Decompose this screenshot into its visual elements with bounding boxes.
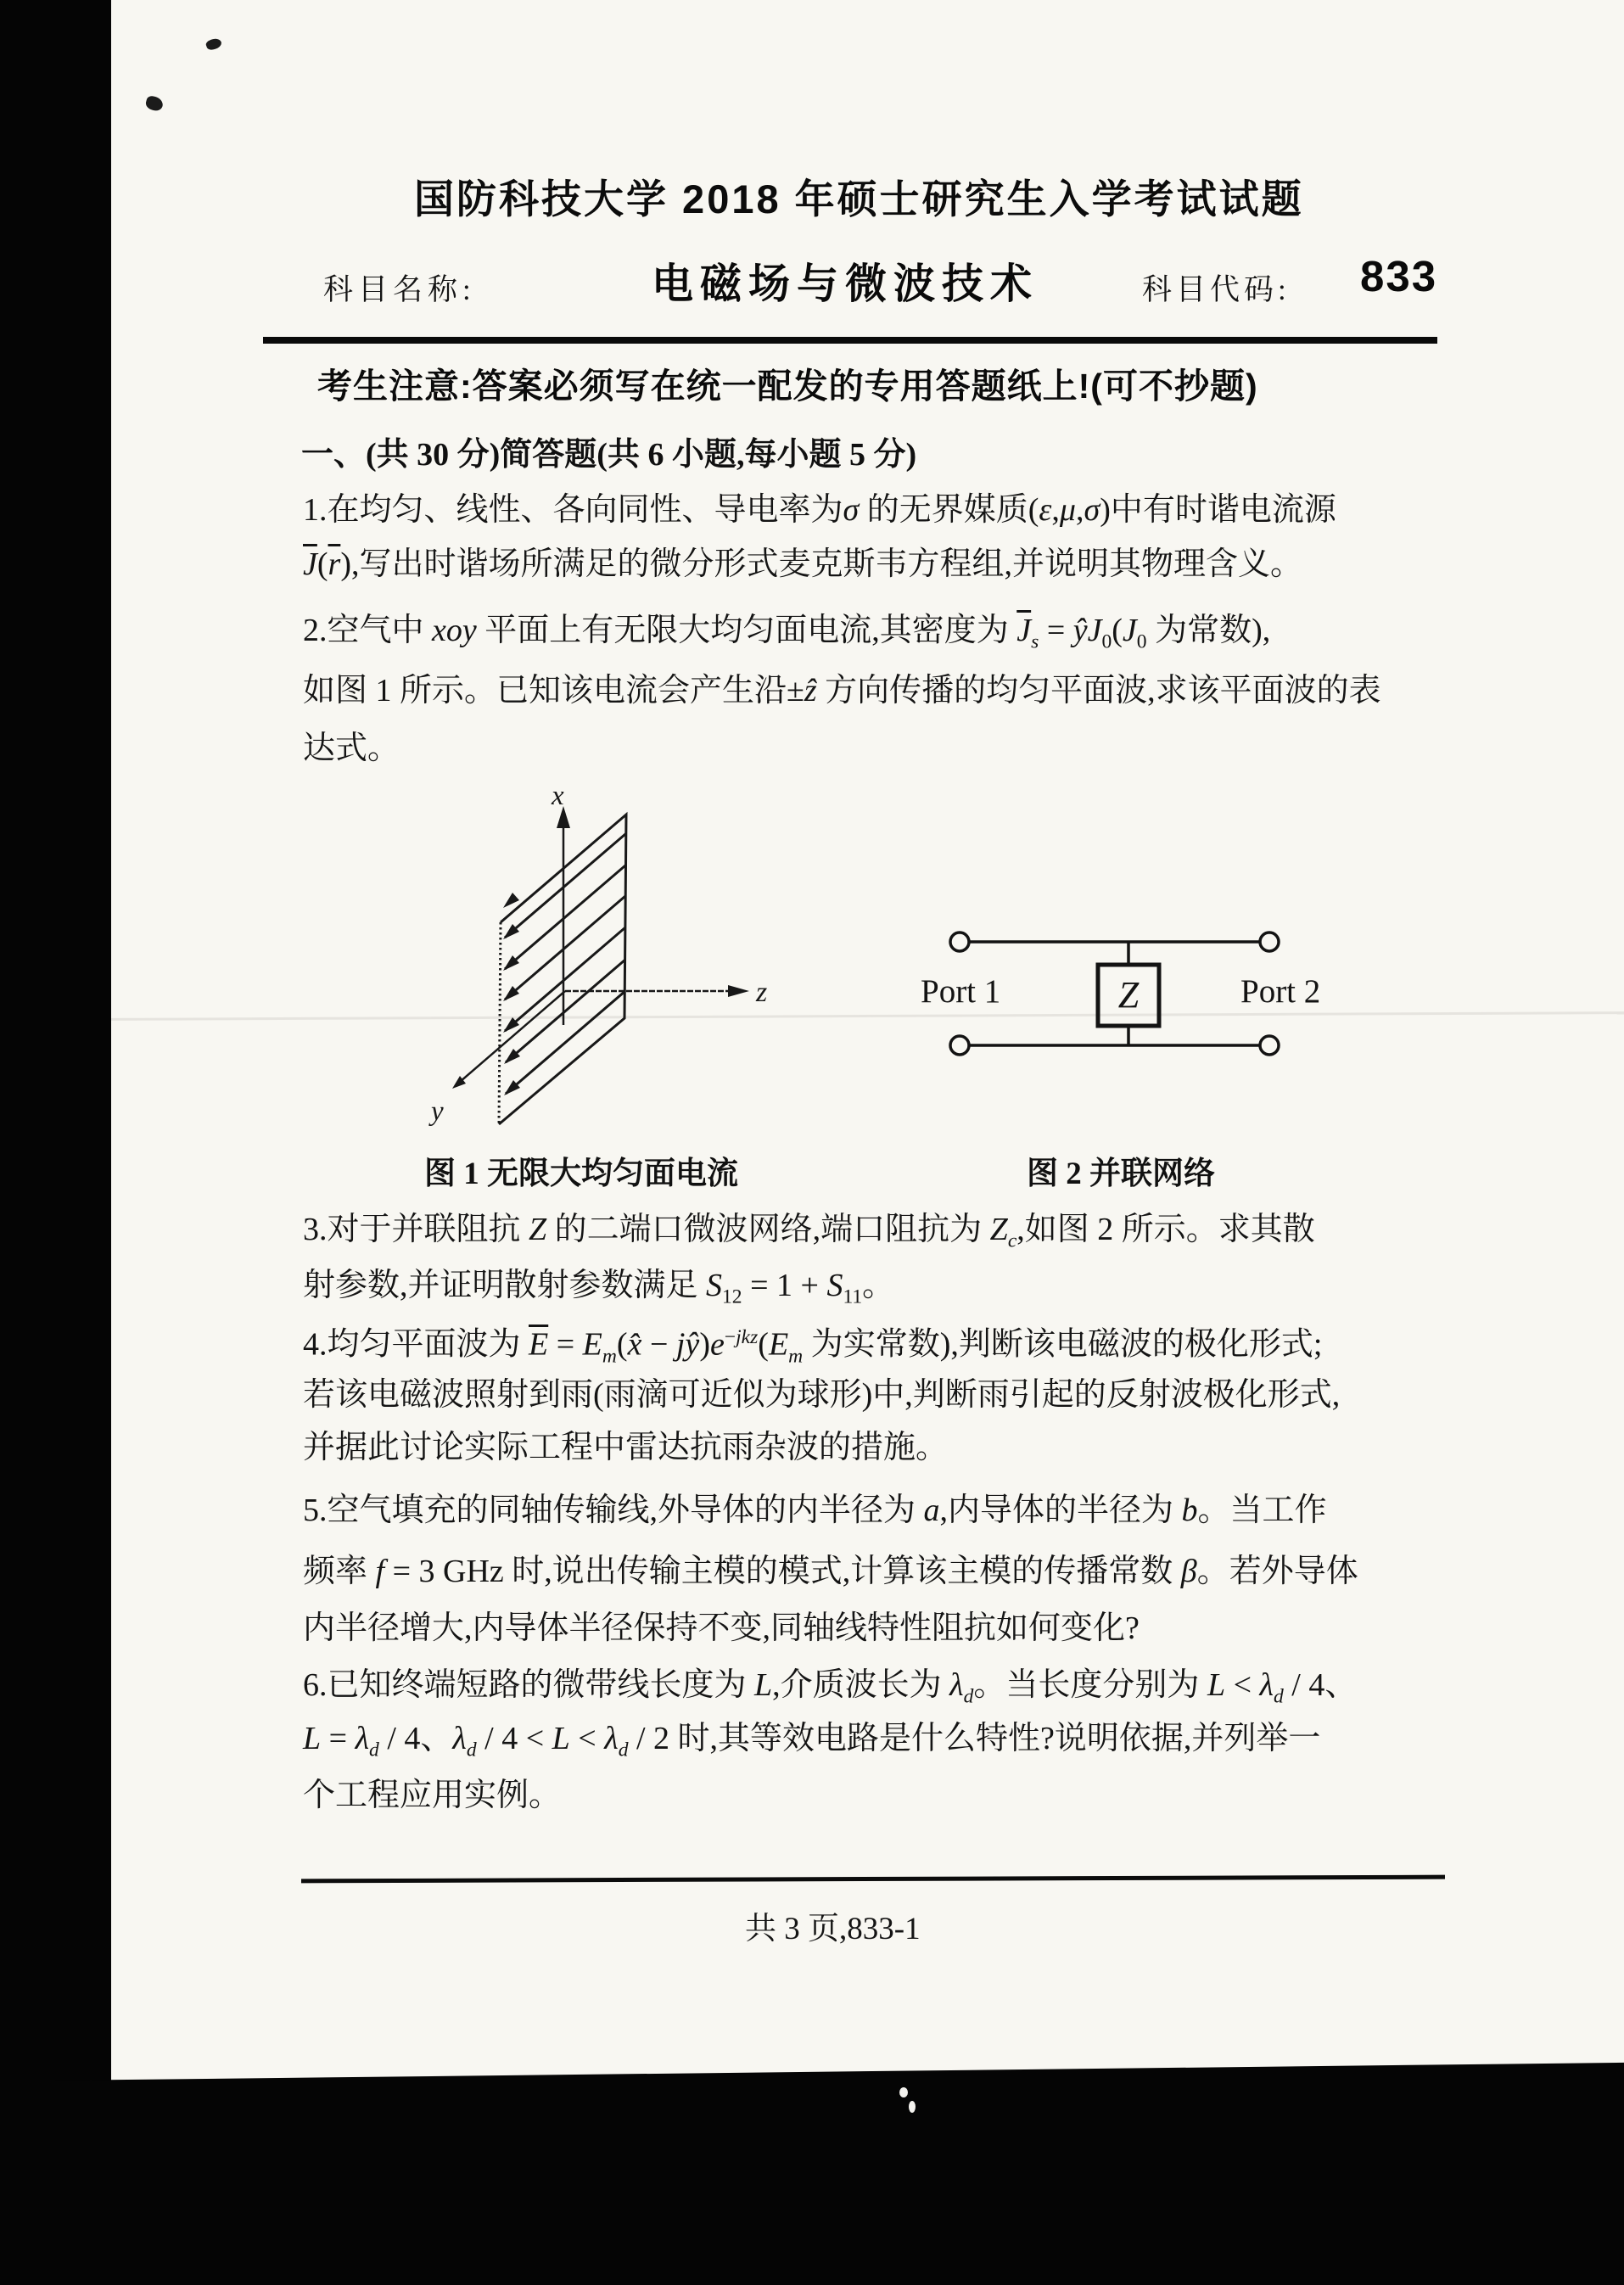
question4-line2: 若该电磁波照射到雨(雨滴可近似为球形)中,判断雨引起的反射波极化形式, [303,1377,1341,1413]
code-label: 科目代码: [1142,273,1291,306]
question3-line1: 3.对于并联阻抗 Z 的二端口微波网络,端口阻抗为 $Z_c$,如图 2 所示。求其散 [303,1212,1315,1252]
transmission-wires [970,942,1259,1045]
exam-notice: 考生注意:答案必须写在统一配发的专用答题纸上!(可不抄题) [317,367,1258,406]
white-speck-2 [909,2101,916,2113]
white-speck-1 [899,2087,908,2097]
question2-line1: 2.空气中 xoy 平面上有无限大均匀面电流,其密度为 $\overline{J}_s$ = $ŷJ_0(J_0$ 为常数), [303,613,1271,653]
question5-line1: 5.空气填充的同轴传输线,外导体的内半径为 a,内导体的半径为 b。当工作 [303,1493,1327,1528]
subject-label: 科目名称: [323,273,476,306]
question4-line3: 并据此讨论实际工程中雷达抗雨杂波的措施。 [303,1430,949,1465]
ink-speck-2 [144,95,164,113]
question4-line1: 4.均匀平面波为 $\overline{E}$ = $E_m(x̂$ − $jŷ)e^{-jkz}(E_m$ 为实常数),判断该电磁波的极化形式; [303,1326,1323,1368]
question6-line1: 6.已知终端短路的微带线长度为 L,介质波长为 $\lambda_d$。当长度分别为 $L < \lambda_d / 4$、 [303,1667,1358,1708]
footer-divider [301,1875,1445,1884]
question1-line2: $\overline{J}(\overline{r})$,写出时谐场所满足的微分形式麦克斯韦方程组,并说明其物理含义。 [303,546,1302,582]
z-axis-label: z [756,977,768,1008]
question2-line2: 如图 1 所示。已知该电流会产生沿±ẑ 方向传播的均匀平面波,求该平面波的表 [303,673,1381,708]
impedance-label: Z [1117,974,1140,1016]
section-heading: 一、(共 30 分)简答题(共 6 小题,每小题 5 分) [301,437,917,473]
port2-label: Port 2 [1240,973,1321,1010]
page-title: 国防科技大学 2018 年硕士研究生入学考试试题 [414,176,1304,221]
left-black-bar [0,0,111,2285]
current-flow-lines [505,782,650,1094]
bottom-black-bar [0,2053,1624,2285]
question5-line2: 频率 f = 3 GHz 时,说出传输主模的模式,计算该主模的传播常数 β。若外导体 [303,1554,1358,1589]
question6-line3: 个工程应用实例。 [303,1778,562,1813]
current-flow-arrowheads [503,893,520,1095]
question3-line2: 射参数,并证明散射参数满足 $S_{12} = 1 + S_{11}$。 [303,1268,895,1308]
x-axis-label: x [552,781,564,811]
question5-line3: 内半径增大,内导体半径保持不变,同轴线特性阻抗如何变化? [303,1610,1140,1646]
ink-speck-1 [204,36,222,51]
code-value: 833 [1360,252,1438,300]
figure1-diagram [382,781,933,1137]
question2-line3: 达式。 [303,731,400,766]
figure1-caption: 图 1 无限大均匀面电流 [424,1157,738,1191]
question1-line1: 1.在均匀、线性、各向同性、导电率为σ 的无界媒质(ε,μ,σ)中有时谐电流源 [303,492,1336,528]
subject-name: 电磁场与微波技术 [652,261,1039,307]
y-axis-label: y [431,1096,444,1127]
header-divider [263,337,1437,344]
y-axis [452,991,565,1089]
page-footer: 共 3 页,833-1 [745,1912,921,1946]
port1-label: Port 1 [921,973,1001,1010]
question6-line2: $L = \lambda_d / 4$、$\lambda_d / 4 < L < \lambda_d / 2$ 时,其等效电路是什么特性?说明依据,并列举一 [303,1721,1321,1761]
figure2-caption: 图 2 并联网络 [1027,1157,1215,1191]
